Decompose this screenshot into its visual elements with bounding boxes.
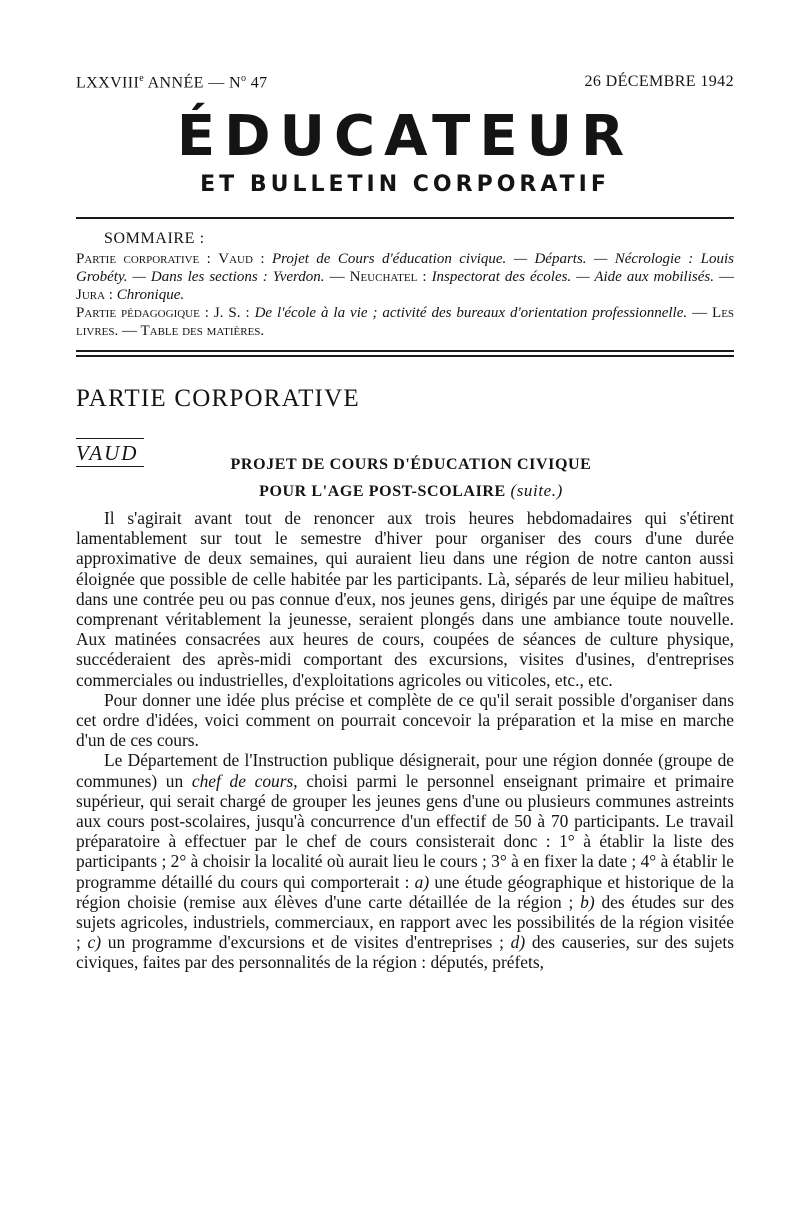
divider: [76, 355, 734, 357]
paragraph: Pour donner une idée plus précise et complète de ce qu'il serait possible d'organiser dans cet ordre d'idées, voici comment on pourrait concevoir la préparation et la mise en marche d'un de ces cours.: [76, 689, 734, 751]
summary-corporative: Partie corporative : Vaud : Projet de Cours d'éducation civique. — Départs. — Nécrologie : Louis Grobéty. — Dans les sections : Yverdon. — Neuchatel : Inspectorat des écoles. — Aide aux mobilisés. — Jura : Chronique.: [76, 251, 735, 303]
masthead-subtitle: ET BULLETIN CORPORATIF: [200, 172, 610, 197]
article-title-line1: PROJET DE COURS D'ÉDUCATION CIVIQUE: [230, 456, 592, 473]
summary-heading: SOMMAIRE :: [104, 230, 205, 247]
journal-page: [76, 0, 734, 1222]
canton-rule-top: [76, 438, 144, 439]
canton-label: VAUD: [76, 441, 139, 465]
issue-header: [76, 73, 734, 95]
masthead-title: ÉDUCATEUR: [176, 104, 634, 169]
article-title: [186, 452, 636, 505]
article-body: [76, 508, 734, 973]
divider: [76, 217, 734, 219]
article-title-line2: POUR L'AGE POST-SCOLAIRE (suite.): [259, 481, 563, 500]
paragraph: Il s'agirait avant tout de renoncer aux trois heures hebdomadaires qui s'étirent lamentablement sur tout le semestre d'hiver pour organiser des cours d'une durée approximative de deux semaines, qui auraient lieu dans une région de notre canton aussi éloignée que possible de celle habitée par les participants. Là, séparés de leur milieu habituel, dans une contrée peu ou pas connue d'eux, nos jeunes gens, dirigés par une équipe de maîtres comprenant véritablement la jeunesse, seraient plongés dans une ambiance toute nouvelle. Aux matinées consacrées aux heures de cours, coupées de séances de culture physique, succéderaient des après-midi comportant des excursions, visites d'usines, d'entreprises commerciales ou industrielles, d'exploitations agricoles ou viticoles, etc., etc.: [76, 508, 734, 690]
issue-date: 26 DÉCEMBRE 1942: [584, 73, 734, 90]
divider: [76, 350, 734, 352]
section-title: PARTIE CORPORATIVE: [76, 385, 360, 412]
issue-number: LXXVIIIe ANNÉE — $N^o$ 47: [76, 73, 268, 92]
canton-rule-bottom: [76, 466, 144, 467]
summary-pedagogique: Partie pédagogique : J. S. : De l'école à la vie ; activité des bureaux d'orientation professionnelle. — Les livres. — Table des matières.: [76, 305, 735, 339]
summary: [76, 250, 734, 340]
paragraph: Le Département de l'Instruction publique désignerait, pour une région donnée (groupe de communes) un chef de cours, choisi parmi le personnel enseignant primaire et primaire supérieur, qui serait chargé de grouper les jeunes gens d'une ou plusieurs communes astreints aux cours post-scolaires, jusqu'à concurrence d'un effectif de 50 à 70 participants. Le travail préparatoire à effectuer par le chef de cours consisterait donc : 1° à établir la liste des participants ; 2° à choisir la localité où aurait lieu le cours ; 3° à en fixer la date ; 4° à établir le programme détaillé du cours qui comporterait : a) une étude géographique et historique de la région choisie (remise aux élèves d'une carte détaillée de la région ; b) des études sur des sujets agricoles, industriels, commerciaux, en rapport avec les possibilités de la région visitée ; c) un programme d'excursions et de visites d'entreprises ; d) des causeries, sur des sujets civiques, faites par des personnalités de la région : députés, préfets,: [76, 750, 735, 973]
